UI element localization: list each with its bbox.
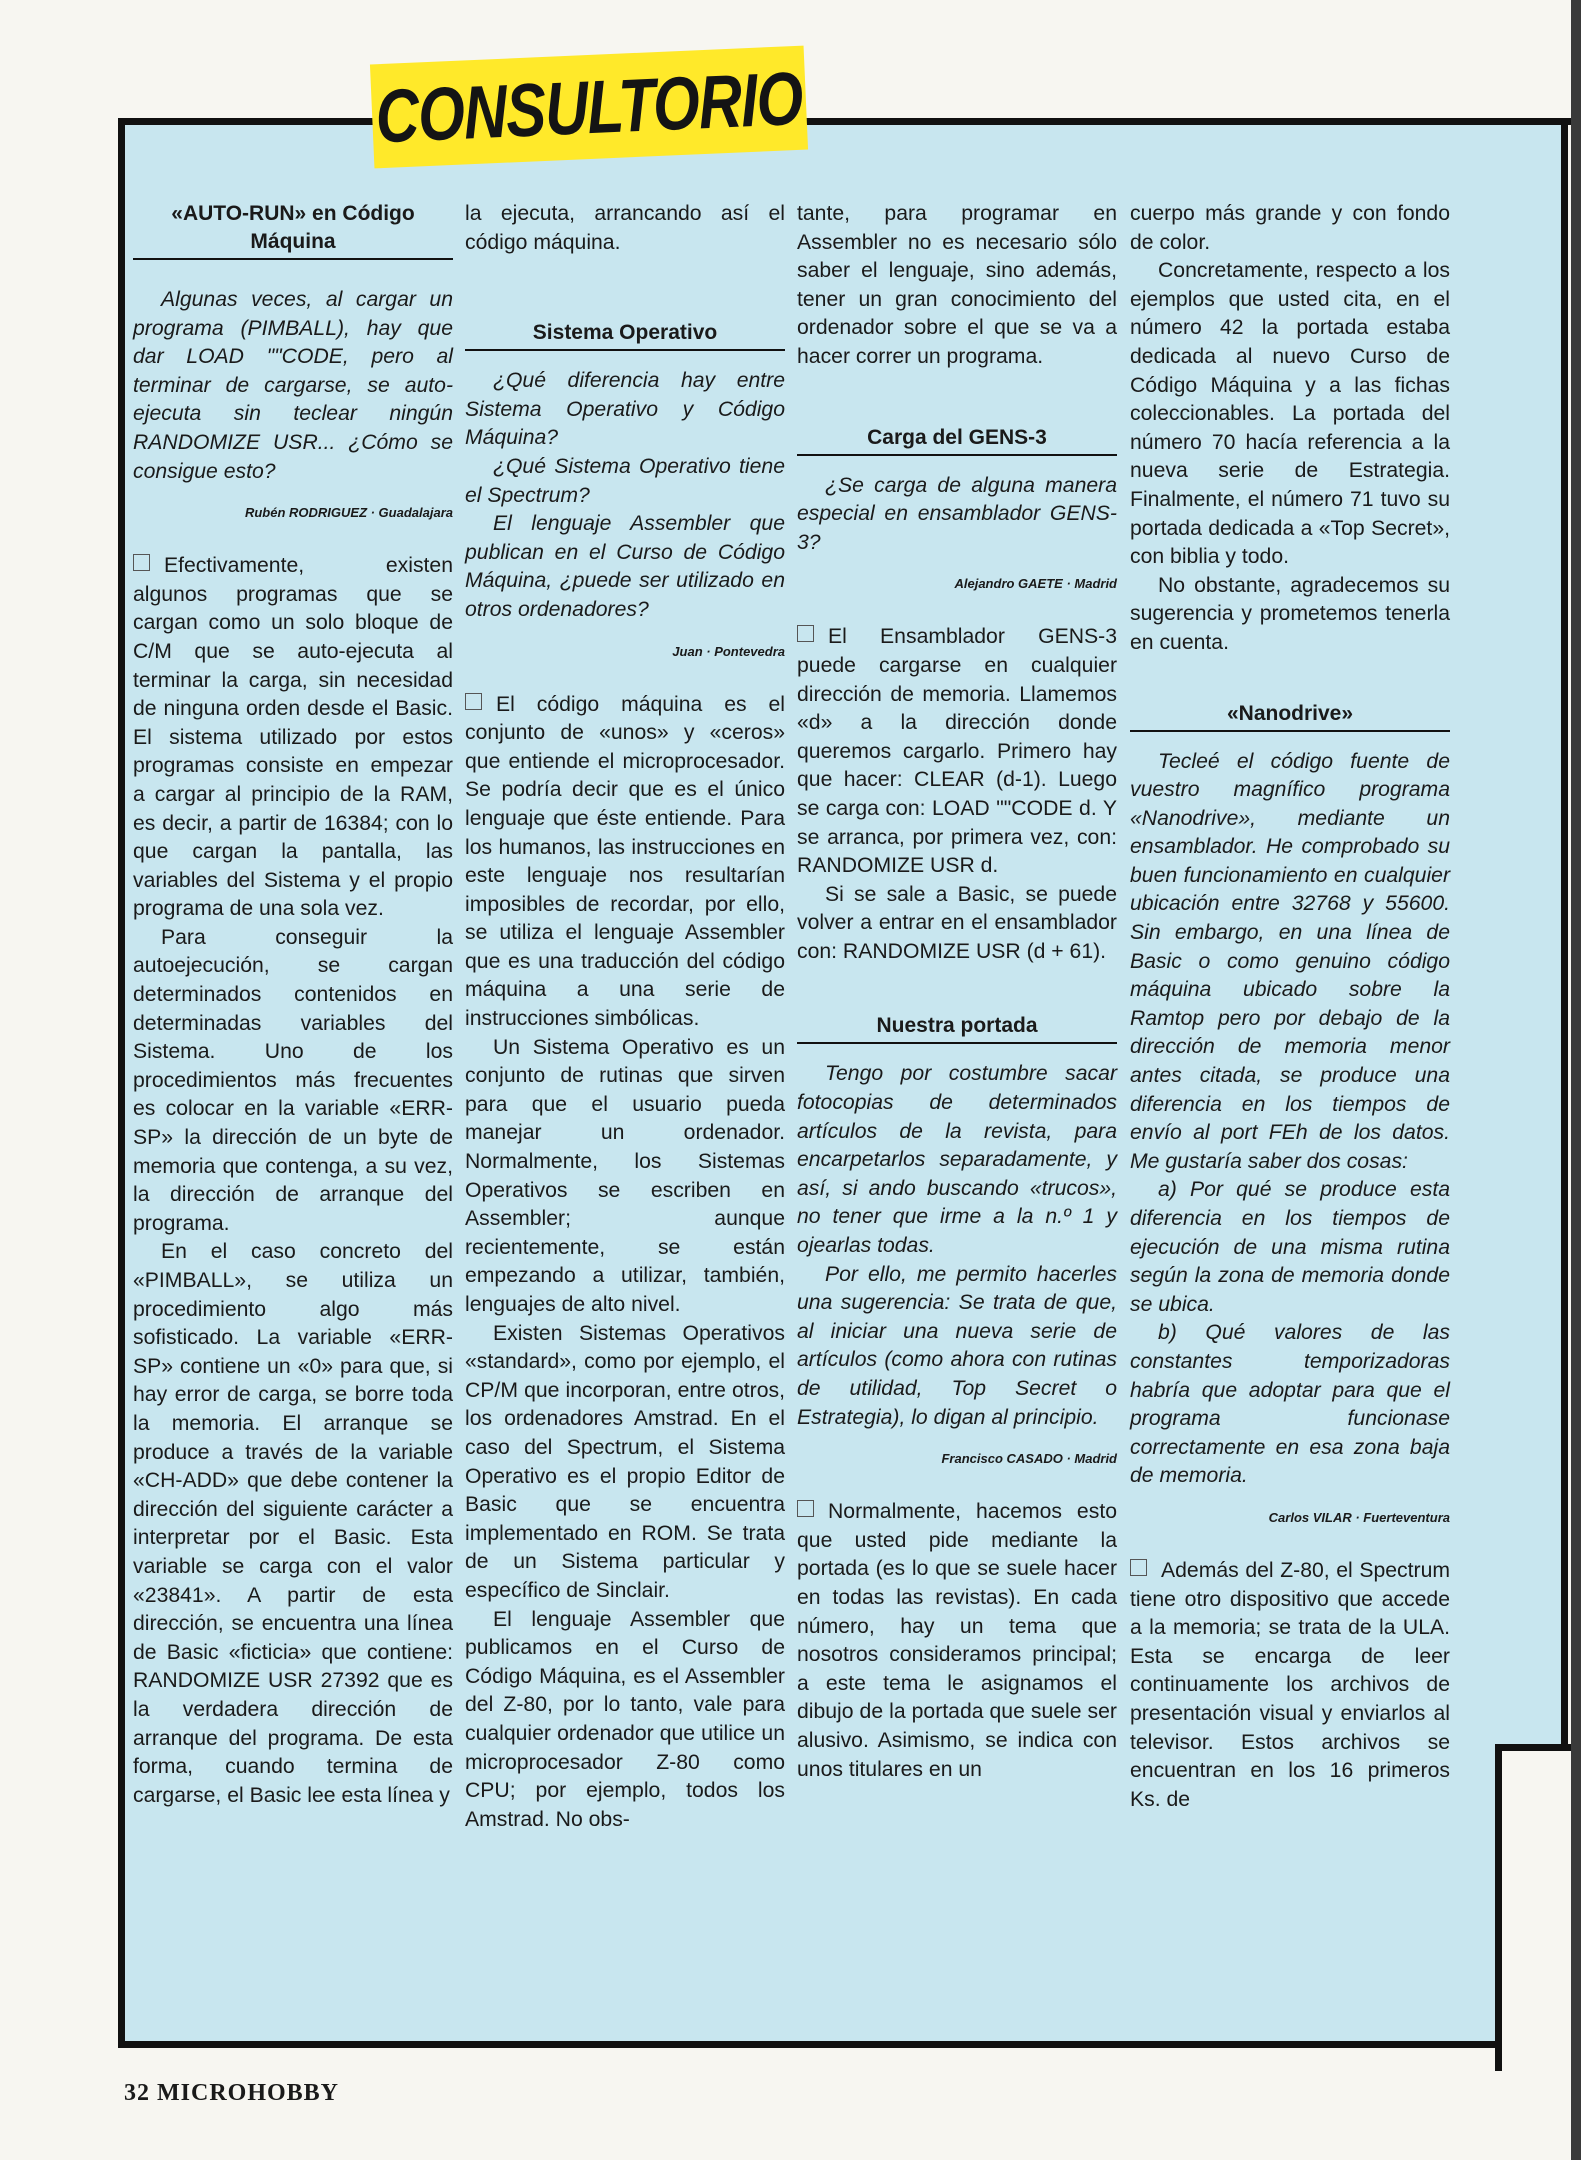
column-2 [465,200,785,1834]
reader-question: Por ello, me permito hacerles una sugerencia: Se trata de que, al iniciar una nueva serie de artículos (como ahora con rutinas de utilidad, Top Secret o Estrategia), lo digan al principio. [797,1262,1117,1429]
answer-paragraph: Existen Sistemas Operativos «standard», como por ejemplo, el CP/M que incorporan, entre otros, los ordenadores Amstrad. En el caso del Spectrum, el Sistema Operativo es el propio Editor de Basic que se encuentra implementado en ROM. Se trata de un Sistema particular y específico de Sinclair. [465,1321,785,1602]
article-title-nanodrive: «Nanodrive» [1130,700,1450,732]
answer-paragraph: Concretamente, respecto a los ejemplos que usted cita, en el número 42 la portada estaba dedicada al nuevo Curso de Código Máquina y a las fichas coleccionables. La portada del número 70 hacía referencia a la nueva serie de Estrategia. Finalmente, el número 71 tuvo su portada dedicada a «Top Secret», con biblia y todo. [1130,259,1450,569]
answer-paragraph: Además del Z-80, el Spectrum tiene otro dispositivo que accede a la memoria; se trata de la ULA. Esta se encarga de leer continuamente los archivos de presentación visual y enviarlos al televisor. Estos archivos se encuentran en los 16 primeros Ks. de [1130,1558,1450,1811]
article-title-sistema-operativo: Sistema Operativo [465,319,785,351]
answer-paragraph: No obstante, agradecemos su sugerencia y prometemos tenerla en cuenta. [1130,573,1450,654]
answer-box-icon [797,625,814,642]
reader-question: El lenguaje Assembler que publican en el Curso de Código Máquina, ¿puede ser utilizado en otros ordenadores? [465,512,785,621]
answer-paragraph: Para conseguir la autoejecución, se cargan determinados contenidos en determinadas variables del Sistema. Uno de los procedimientos más frecuentes es colocar en la variable «ERR-SP» la dirección de un byte de memoria que contenga, a su vez, la dirección de arranque del programa. [133,925,453,1235]
reader-signature: Alejandro GAETE · Madrid [954,576,1117,592]
page-number: 32 [124,2080,150,2106]
answer-paragraph: Normalmente, hacemos esto que usted pide mediante la portada (es lo que se suele hacer en todas las revistas). En cada número, hay un tema que nosotros consideramos principal; a este tema le asignamos el dibujo de la portada que suele ser alusivo. Asimismo, se indica con unos titulares en un [797,1500,1117,1781]
reader-signature: Carlos VILAR · Fuerteventura [1268,1509,1450,1525]
answer-box-icon [1130,1559,1147,1576]
reader-question: ¿Qué diferencia hay entre Sistema Operativo y Código Máquina? [465,369,785,450]
reader-signature: Francisco CASADO · Madrid [941,1451,1117,1467]
answer-box-icon [465,693,482,710]
reader-question: b) Qué valores de las constantes temporizadoras habría que adoptar para que el programa funcionase correctamente en esa zona baja de memoria. [1130,1321,1450,1488]
column-4 [1130,200,1450,1814]
column-1 [133,200,453,1810]
answer-paragraph: Si se sale a Basic, se puede volver a entrar en el ensamblador con: RANDOMIZE USR (d + 61). [797,882,1117,963]
answer-paragraph: En el caso concreto del «PIMBALL», se utiliza un procedimiento algo más sofisticado. La variable «ERR-SP» contiene un «0» para que, si hay error de carga, se borre toda la memoria. El arranque se produce a través de la variable «CH-ADD» que debe contener la dirección del siguiente carácter a interpretar por el Basic. Esta variable se carga con el valor «23841». A partir de esta dirección, se encuentra una línea de Basic «ficticia» que contiene: RANDOMIZE USR 27392 que es la verdadera dirección de arranque del programa. De esta forma, cuando termina de cargarse, el Basic lee esta línea y [133,1240,453,1807]
reader-question: ¿Qué Sistema Operativo tiene el Spectrum? [465,454,785,507]
reader-signature: Juan · Pontevedra [672,643,785,659]
article-title-gens3: Carga del GENS-3 [797,424,1117,456]
article-title-nuestra-portada: Nuestra portada [797,1012,1117,1044]
magazine-name: MICROHOBBY [157,2080,340,2106]
reader-question: Tengo por costumbre sacar fotocopias de determinados artículos de la revista, para encarpetarlos separadamente, y así, si ando buscando «trucos», no tener que irme a la n.º 1 y ojearlas todas. [797,1062,1117,1258]
answer-paragraph: cuerpo más grande y con fondo de color. [1130,202,1450,254]
reader-question: Tecleé el código fuente de vuestro magnífico programa «Nanodrive», mediante un ensamblador. He comprobado su buen funcionamiento en cualquier ubicación entre 32768 y 55600. Sin embargo, en una línea de Basic o como genuino código máquina ubicado sobre la Ramtop pero por debajo de la dirección de memoria menor antes citada, se produce una diferencia en los tiempos de envío al port FEh de los datos. Me gustaría saber dos cosas: [1130,749,1450,1173]
answer-paragraph: El Ensamblador GENS-3 puede cargarse en cualquier dirección de memoria. Llamemos «d» a la dirección donde queremos cargarlo. Primero hay que hacer: CLEAR (d-1). Luego se carga con: LOAD ""CODE d. Y se arranca, por primera vez, con: RANDOMIZE USR d. [797,625,1117,878]
answer-paragraph: tante, para programar en Assembler no es necesario sólo saber el lenguaje, sino además, tener un gran conocimiento del ordenador sobre el que se va a hacer correr un programa. [797,202,1117,368]
page-footer [124,2080,339,2107]
reader-question: Algunas veces, al cargar un programa (PIMBALL), hay que dar LOAD ""CODE, pero al terminar de cargarse, se auto-ejecuta sin teclear ningún RANDOMIZE USR... ¿Cómo se consigue esto? [133,288,453,483]
answer-paragraph: la ejecuta, arrancando así el código máquina. [465,202,785,254]
panel-notch [1495,1744,1581,2071]
reader-signature: Rubén RODRIGUEZ · Guadalajara [244,505,453,521]
answer-paragraph: Un Sistema Operativo es un conjunto de rutinas que sirven para que el usuario pueda manejar un ordenador. Normalmente, los Sistemas Operativos se escriben en Assembler; aunque recientemente, se están empezando a utilizar, también, lenguajes de alto nivel. [465,1035,785,1316]
answer-paragraph: El código máquina es el conjunto de «unos» y «ceros» que entiende el microprocesador. Se podría decir que es el único lenguaje que éste entiende. Para los humanos, las instrucciones en este lenguaje nos resultarían imposibles de recordar, por ello, se utiliza el lenguaje Assembler que es una traducción del código máquina a una serie de instrucciones simbólicas. [465,692,785,1031]
reader-question: a) Por qué se produce esta diferencia en los tiempos de ejecución de una misma rutina según la zona de memoria donde se ubica. [1130,1178,1450,1316]
section-title: CONSULTORIO [373,55,805,159]
header-rule [118,118,1581,125]
answer-box-icon [797,1500,814,1517]
article-title-auto-run: «AUTO-RUN» en Código Máquina [133,200,453,260]
answer-box-icon [133,554,150,571]
section-title-banner [370,46,808,169]
reader-question: ¿Se carga de alguna manera especial en ensamblador GENS-3? [797,473,1117,554]
page-edge [1571,0,1581,2160]
answer-paragraph: El lenguaje Assembler que publicamos en el Curso de Código Máquina, es el Assembler del Z-80, por lo tanto, vale para cualquier ordenador que utilice un microprocesador Z-80 como CPU; por ejemplo, todos los Amstrad. No obs- [465,1607,785,1831]
answer-paragraph: Efectivamente, existen algunos programas que se cargan como un solo bloque de C/M que se auto-ejecuta al terminar la carga, sin necesidad de ninguna orden desde el Basic. El sistema utilizado por estos programas consiste en empezar a cargar al principio de la RAM, es decir, a partir de 16384; con lo que cargan la pantalla, las variables del Sistema y el propio programa de una sola vez. [133,554,453,921]
column-3 [797,200,1117,1784]
